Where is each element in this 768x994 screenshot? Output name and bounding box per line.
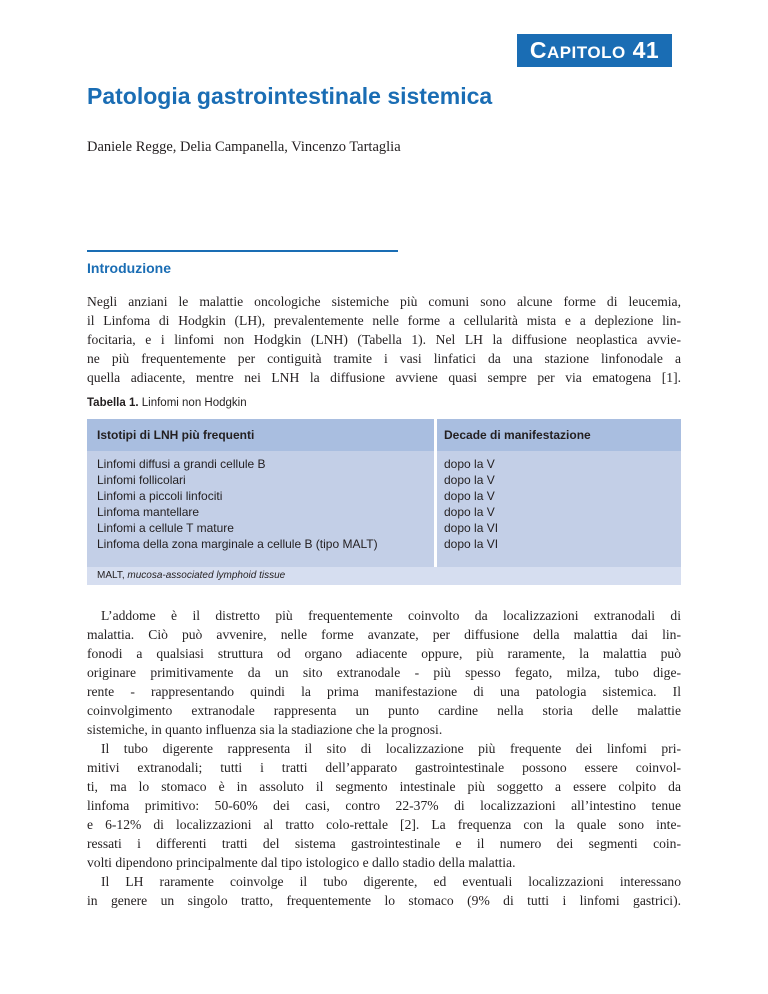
text-line: ti, ma lo stomaco è in assoluto il segmento intestinale più soggetto a essere colpito da [87, 779, 681, 794]
text-line: mitivi extranodali; tutti i tratti dell’apparato gastrointestinale possono essere coinvol- [87, 760, 681, 775]
chapter-title: Patologia gastrointestinale sistemica [87, 83, 493, 109]
table-header-cell: Istotipi di LNH più frequenti [97, 428, 255, 442]
text-line: il Linfoma di Hodgkin (LH), prevalentemente nelle forme a cellularità mista e a deplezione lin- [87, 313, 681, 328]
table-cell: dopo la VI [444, 521, 499, 535]
text-line: Il tubo digerente rappresenta il sito di localizzazione più frequente dei linfomi pri- [101, 741, 681, 756]
authors: Daniele Regge, Delia Campanella, Vincenzo Tartaglia [87, 139, 401, 155]
table-row [87, 488, 681, 504]
table-row [87, 472, 681, 488]
text-line: fonodi a qualsiasi struttura od organo adiacente oppure, più raramente, la malattia può [87, 646, 681, 661]
table-row [87, 520, 681, 536]
text-line: ne più frequentemente per contiguità tramite i vasi linfatici da una stazione linfonodale a [87, 351, 681, 366]
text-line: e 6-12% di localizzazioni al tratto colo-rettale [2]. La frequenza con la quale sono inte- [87, 817, 681, 832]
table-cell: Linfomi follicolari [97, 473, 186, 487]
text-line: sistemiche, in quanto influenza sia la stadiazione che la prognosi. [87, 722, 443, 737]
table-row [87, 456, 681, 472]
text-line: linfoma primitivo: 50-60% dei casi, contro 22-37% di localizzazioni all’intestino tenue [87, 798, 681, 813]
table-header-cell: Decade di manifestazione [444, 428, 591, 442]
text-line: ressati i differenti tratti del sistema gastrointestinale e il numero dei segmenti coin- [87, 836, 681, 851]
intro-paragraph [87, 292, 681, 387]
table-caption: Tabella 1. Linfomi non Hodgkin [87, 397, 247, 409]
table-cell: dopo la V [444, 457, 495, 471]
section-rule [87, 250, 398, 252]
text-line: L’addome è il distretto più frequentemente coinvolto da localizzazioni extranodali di [101, 608, 681, 623]
section-heading: Introduzione [87, 260, 171, 276]
table-cell: Linfomi diffusi a grandi cellule B [97, 457, 266, 471]
table-cell: dopo la VI [444, 537, 499, 551]
table-cell: Linfomi a piccoli linfociti [97, 489, 223, 503]
table-cell: Linfoma della zona marginale a cellule B (tipo MALT) [97, 537, 378, 551]
text-line: coinvolgimento extranodale rappresenta un punto cardine nella storia delle malattie [87, 703, 681, 718]
table-cell: dopo la V [444, 489, 495, 503]
text-line: focitaria, e i linfomi non Hodgkin (LNH) (Tabella 1). Nel LH la diffusione neoplastica avvie- [87, 332, 681, 347]
text-line: malattia. Ciò può avvenire, nelle forme avanzate, per diffusione della malattia dai lin- [87, 627, 681, 642]
text-line: rente - rappresentando quindi la prima manifestazione di una patologia sistemica. Il [87, 684, 681, 699]
text-line: originare primitivamente da un sito extranodale - più spesso fegato, milza, tubo dige- [87, 665, 681, 680]
table-cell: dopo la V [444, 473, 495, 487]
text-line: volti dipendono principalmente dal tipo istologico e dallo stadio della malattia. [87, 855, 516, 870]
chapter-label: CAPITOLO 41 [517, 34, 672, 67]
lymphoma-table [87, 419, 681, 585]
table-row [87, 504, 681, 520]
table-cell: Linfomi a cellule T mature [97, 521, 234, 535]
text-line: Negli anziani le malattie oncologiche sistemiche più comuni sono alcune forme di leucemia, [87, 294, 681, 309]
table-footnote: MALT, mucosa-associated lymphoid tissue [87, 567, 681, 585]
text-line: quella adiacente, mentre nei LNH la diffusione avviene quasi sempre per via ematogena [1]. [87, 370, 681, 385]
text-line: in genere un singolo tratto, frequentemente lo stomaco (9% di tutti i linfomi gastrici). [87, 893, 681, 908]
table-cell: Linfoma mantellare [97, 505, 200, 519]
table-cell: dopo la V [444, 505, 495, 519]
table-row [87, 536, 681, 552]
table-header [87, 419, 681, 451]
body-text [87, 606, 681, 910]
text-line: Il LH raramente coinvolge il tubo digerente, ed eventuali localizzazioni interessano [101, 874, 681, 889]
table-body [87, 456, 681, 552]
